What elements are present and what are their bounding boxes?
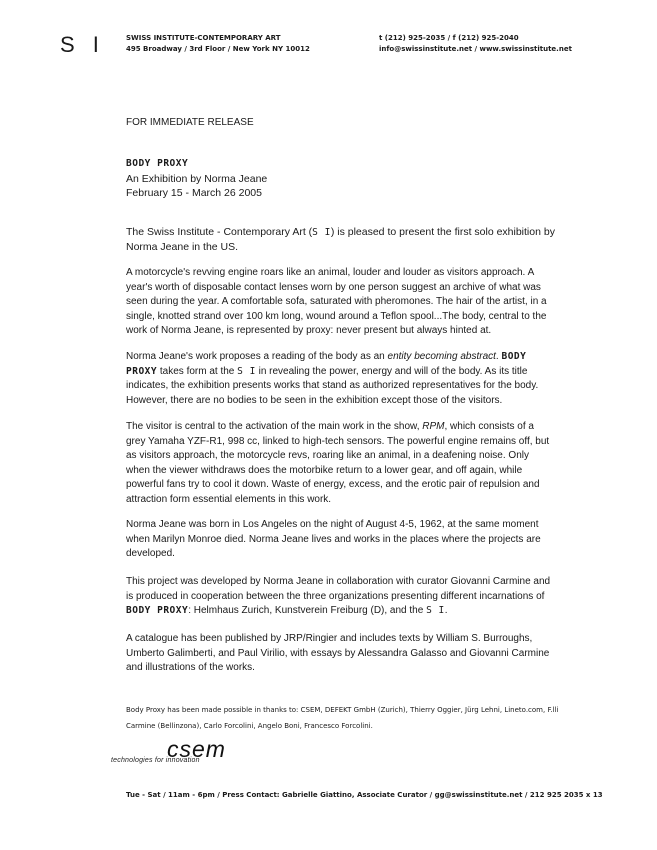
p2-text-a: Norma Jeane's work proposes a reading of the body as an	[126, 351, 388, 362]
paragraph-1: A motorcycle's revving engine roars like an animal, louder and louder as visitors approach. A year's worth of disposable contact lenses worn by one person suggest an archive of what was seen during the year. A comfortable sofa, saturated with pheromones. The hair of the artist, in a single, knotted strand over 100 km long, wound around a Teflon spool...The body, central to the work of Norma Jeane, is represented by proxy: never present but always hinted at.	[126, 267, 547, 337]
exhibition-title-block	[126, 157, 267, 201]
csem-wordmark: csem	[167, 736, 226, 762]
p2-text-c: takes form at the	[157, 365, 238, 377]
exhibition-dates: February 15 - March 26 2005	[126, 187, 262, 199]
exhibition-title: BODY PROXY	[126, 158, 189, 169]
paragraph-5	[126, 575, 551, 619]
org-address: 495 Broadway / 3rd Floor / New York NY 10012	[126, 45, 310, 53]
letterhead-address-block	[126, 33, 310, 55]
org-name: SWISS INSTITUTE-CONTEMPORARY ART	[126, 34, 281, 42]
p2-text-b: .	[495, 351, 502, 362]
intro-text-a: The Swiss Institute - Contemporary Art (	[126, 226, 313, 238]
p3-rpm: RPM	[422, 421, 445, 432]
si-logo: S I	[60, 32, 105, 57]
p5-text-c: .	[444, 605, 448, 617]
p3-text-b: , which consists of a grey Yamaha YZF-R1, 998 cc, linked to high-tech sensors. The powerful engine remains off, but as visitors approach, the motorcycle revs, roaring like an animal, in a deafening noise. Only when the viewer withdraws does the motorbike return to a lower gear, and off again, while powerful fans try to cool it down. Waste of energy, excess, and the erotic pair of repulsion and attraction form essential elements in this work.	[126, 421, 550, 505]
paragraph-4: Norma Jeane was born in Los Angeles on the night of August 4-5, 1962, at the same moment when Marilyn Monroe died. Norma Jeane lives and works in the places where the projects are developed.	[126, 519, 541, 560]
intro-paragraph	[126, 225, 556, 255]
phone-fax: t (212) 925-2035 / f (212) 925-2040	[379, 34, 519, 42]
p3-text-a: The visitor is central to the activation of the main work in the show,	[126, 421, 423, 432]
p5-text-a: This project was developed by Norma Jeane in collaboration with curator Giovanni Carmine and is produced in cooperation between the three organizations presenting different incarnations of	[126, 576, 551, 602]
p5-si: S I	[426, 605, 445, 617]
acknowledgements: Body Proxy has been made possible in thanks to: CSEM, DEFEKT GmbH (Zurich), Thierry Oggier, Jürg Lehni, Lineto.com, F.lli Carmine (Bellinzona), Carlo Forcolini, Angelo Boni, Francesco Forcolini.	[126, 706, 559, 730]
p2-body-proxy: BODY PROXY	[126, 351, 527, 377]
csem-logo	[111, 738, 226, 764]
intro-text-b: ) is pleased to present the first solo exhibition by Norma Jeane in the US.	[126, 226, 555, 253]
intro-si: S I	[312, 227, 331, 238]
p5-body-proxy: BODY PROXY	[126, 605, 189, 617]
paragraph-2	[126, 350, 551, 408]
paragraph-3	[126, 420, 551, 508]
p2-emphasis: entity becoming abstract	[387, 351, 496, 362]
p5-text-b: : Helmhaus Zurich, Kunstverein Freiburg (D), and the	[188, 605, 427, 617]
letterhead-contact-block	[379, 33, 572, 55]
p2-text-d: in revealing the power, energy and will of the body. As its title indicates, the exhibition presents works that stand as authorized representatives for the body. However, there are no bodies to be seen in the exhibition except those of the visitors.	[126, 365, 539, 406]
csem-tagline: technologies for innovation	[111, 757, 200, 764]
exhibition-subtitle: An Exhibition by Norma Jeane	[126, 172, 268, 185]
release-label: FOR IMMEDIATE RELEASE	[126, 117, 254, 128]
paragraph-6: A catalogue has been published by JRP/Ringier and includes texts by William S. Burroughs, Umberto Galimberti, and Paul Virilio, with essays by Alessandra Galasso and Giovanni Carmine and illustrations of the works.	[126, 633, 550, 674]
p2-si: S I	[237, 365, 256, 377]
footer-contact: Tue - Sat / 11am - 6pm / Press Contact: Gabrielle Giattino, Associate Curator / gg@swissinstitute.net / 212 925 2035 x 13	[126, 791, 603, 799]
email-website: info@swissinstitute.net / www.swissinstitute.net	[379, 45, 572, 53]
